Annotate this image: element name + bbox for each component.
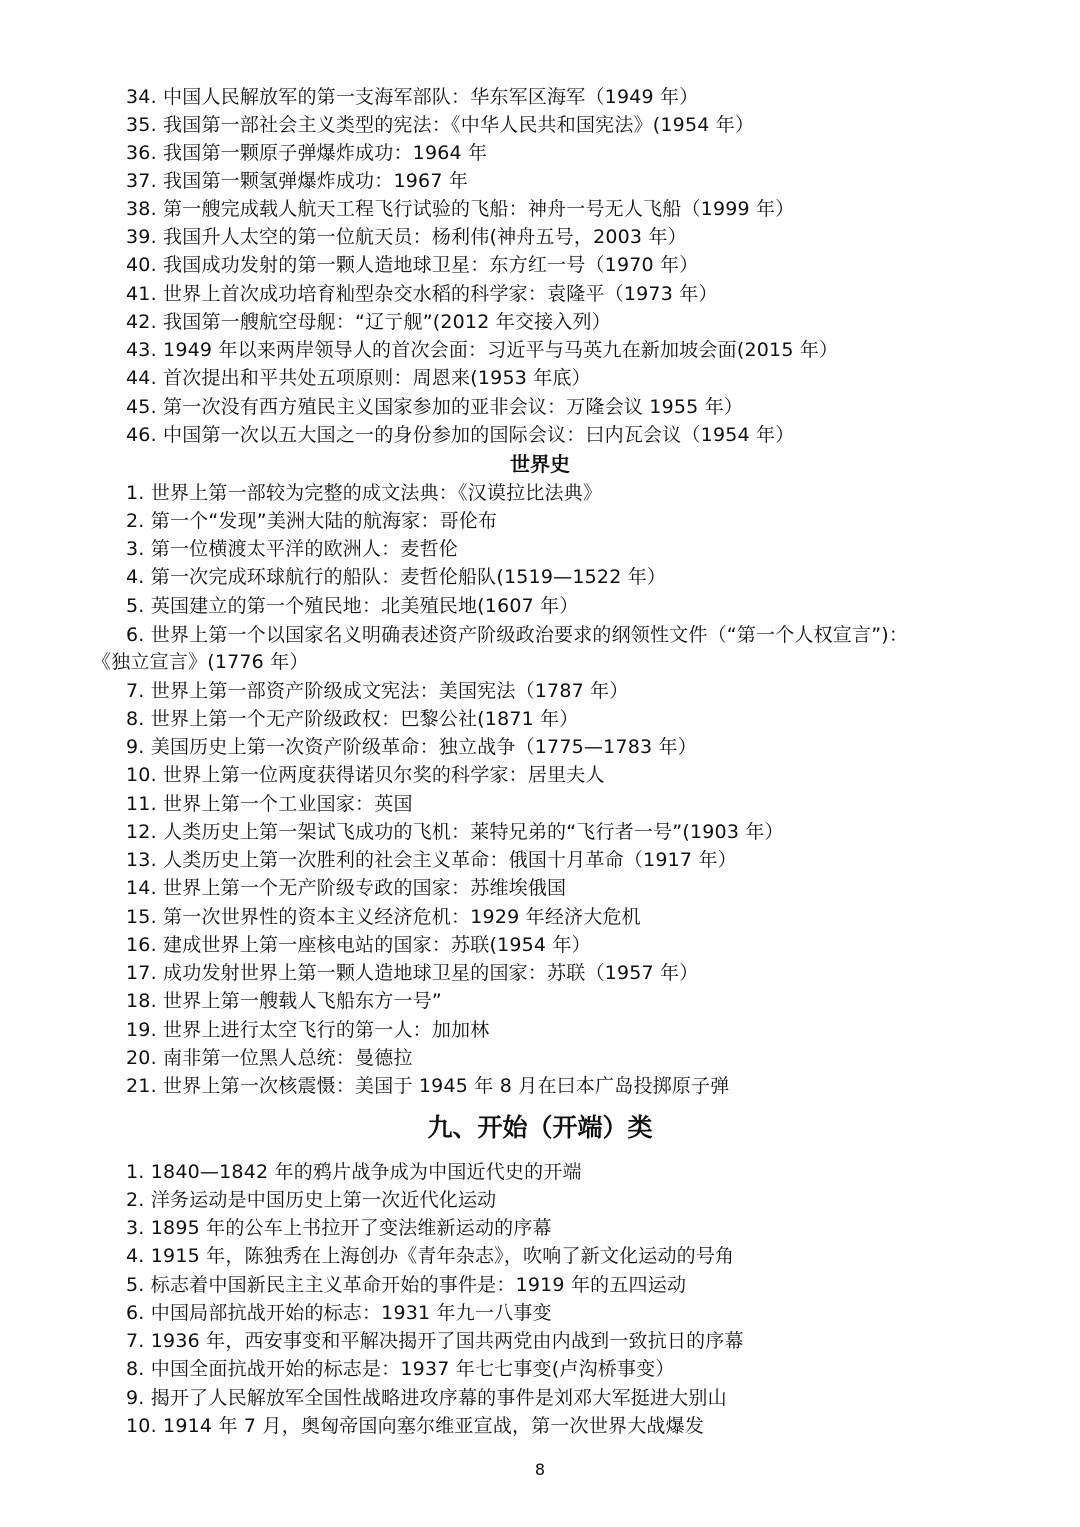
list-item-continuation: 《独立宣言》(1776 年） xyxy=(92,651,309,673)
list-item: 8. 世界上第一个无产阶级政权：巴黎公社(1871 年） xyxy=(126,708,579,730)
list-item: 37. 我国第一颗氢弹爆炸成功：1967 年 xyxy=(126,170,469,192)
list-item: 35. 我国第一部社会主义类型的宪法：《中华人民共和国宪法》(1954 年） xyxy=(126,114,755,136)
section-heading-world-history: 世界史 xyxy=(510,452,570,476)
list-item: 44. 首次提出和平共处五项原则：周恩来(1953 年底） xyxy=(126,367,591,389)
list-item: 16. 建成世界上第一座核电站的国家：苏联(1954 年） xyxy=(126,934,591,956)
list-item: 2. 洋务运动是中国历史上第一次近代化运动 xyxy=(126,1189,497,1211)
list-item: 10. 世界上第一位两度获得诺贝尔奖的科学家：居里夫人 xyxy=(126,764,605,786)
list-item: 7. 1936 年，西安事变和平解决揭开了国共两党由内战到一致抗日的序幕 xyxy=(126,1330,744,1352)
list-item: 45. 第一次没有西方殖民主义国家参加的亚非会议：万隆会议 1955 年） xyxy=(126,396,744,418)
list-item: 4. 1915 年，陈独秀在上海创办《青年杂志》，吹响了新文化运动的号角 xyxy=(126,1245,735,1267)
list-item: 11. 世界上第一个工业国家：英国 xyxy=(126,793,413,815)
list-item: 17. 成功发射世界上第一颗人造地球卫星的国家：苏联（1957 年） xyxy=(126,962,699,984)
page-number: 8 xyxy=(534,1460,546,1479)
list-item: 41. 世界上首次成功培育籼型杂交水稻的科学家：袁隆平（1973 年） xyxy=(126,283,718,305)
list-item: 34. 中国人民解放军的第一支海军部队：华东军区海军（1949 年） xyxy=(126,86,699,108)
list-item: 10. 1914 年 7 月，奥匈帝国向塞尔维亚宣战，第一次世界大战爆发 xyxy=(126,1415,705,1437)
list-item: 8. 中国全面抗战开始的标志是：1937 年七七事变(卢沟桥事变） xyxy=(126,1358,675,1380)
list-item: 19. 世界上进行太空飞行的第一人：加加林 xyxy=(126,1019,490,1041)
list-item: 13. 人类历史上第一次胜利的社会主义革命：俄国十月革命（1917 年） xyxy=(126,849,737,871)
list-item: 42. 我国第一艘航空母舰：“辽亍舰”(2012 年交接入列） xyxy=(126,311,611,333)
list-item: 9. 美国历史上第一次资产阶级革命：独立战争（1775—1783 年） xyxy=(126,736,697,758)
list-item: 38. 第一艘完成载人航天工程飞行试验的飞船：神舟一号无人飞船（1999 年） xyxy=(126,198,795,220)
list-item: 2. 第一个“发现”美洲大陆的航海家：哥伦布 xyxy=(126,510,498,532)
list-item: 1. 1840—1842 年的鸦片战争成为中国近代史的开端 xyxy=(126,1161,582,1183)
list-item: 40. 我国成功发射的第一颗人造地球卫星：东方红一号（1970 年） xyxy=(126,254,699,276)
section-heading-beginnings: 九、开始（开端）类 xyxy=(427,1113,653,1142)
list-item: 5. 标志着中国新民主主义革命开始的事件是：1919 年的五四运动 xyxy=(126,1274,687,1296)
list-item: 1. 世界上第一部较为完整的成文法典：《汉谟拉比法典》 xyxy=(126,482,603,504)
list-item: 15. 第一次世界性的资本主义经济危机：1929 年经济大危机 xyxy=(126,906,641,928)
list-item: 12. 人类历史上第一架试飞成功的飞机：莱特兄弟的“飞行者一号”(1903 年） xyxy=(126,821,784,843)
list-item: 39. 我国升人太空的第一位航天员：杨利伟(神舟五号，2003 年） xyxy=(126,226,687,248)
list-item: 3. 第一位横渡太平洋的欧洲人：麦哲伦 xyxy=(126,538,458,560)
list-item: 18. 世界上第一艘载人飞船东方一号” xyxy=(126,990,442,1012)
list-item: 3. 1895 年的公车上书拉开了变法维新运动的序幕 xyxy=(126,1217,552,1239)
list-item: 20. 南非第一位黑人总统：曼德拉 xyxy=(126,1047,413,1069)
list-item: 14. 世界上第一个无产阶级专政的国家：苏维埃俄国 xyxy=(126,877,567,899)
list-item: 5. 英国建立的第一个殖民地：北美殖民地(1607 年） xyxy=(126,595,579,617)
list-item: 4. 第一次完成环球航行的船队：麦哲伦船队(1519—1522 年） xyxy=(126,566,667,588)
list-item: 36. 我国第一颗原子弹爆炸成功：1964 年 xyxy=(126,142,488,164)
list-item: 6. 中国局部抗战开始的标志：1931 年九一八事变 xyxy=(126,1302,552,1324)
list-item: 46. 中国第一次以五大国之一的身份参加的国际会议：曰内瓦会议（1954 年） xyxy=(126,424,795,446)
list-item: 9. 揭开了人民解放军全国性战略进攻序幕的事件是刘邓大军挺进大别山 xyxy=(126,1387,727,1409)
list-item: 21. 世界上第一次核震慑：美国于 1945 年 8 月在曰本广岛投掷原子弹 xyxy=(126,1075,730,1097)
list-item: 43. 1949 年以来两岸领导人的首次会面：习近平与马英九在新加坡会面(2015 年） xyxy=(126,339,839,361)
list-item: 7. 世界上第一部资产阶级成文宪法：美国宪法（1787 年） xyxy=(126,680,629,702)
list-item: 6. 世界上第一个以国家名义明确表述资产阶级政治要求的纲领性文件（“第一个人权宣言”)： xyxy=(126,624,909,646)
